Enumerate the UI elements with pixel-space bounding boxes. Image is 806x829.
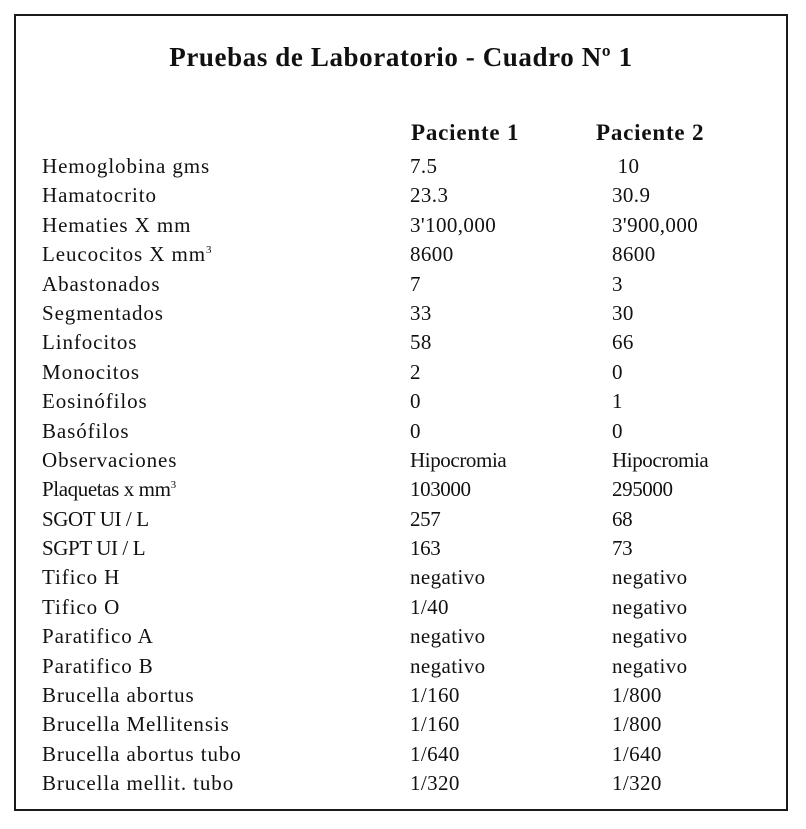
patient-1-value: 33: [410, 300, 432, 325]
row-label-text: Plaquetas x mm: [42, 477, 171, 502]
patient-2-value: 1/800: [612, 712, 662, 737]
patient-1-value: 8600: [410, 242, 454, 267]
patient-2-value: 1/800: [612, 683, 662, 708]
patient-2-value: 3: [612, 271, 623, 296]
table-row: [42, 387, 782, 416]
table-row: [42, 417, 782, 446]
patient-1-value: 1/40: [410, 594, 449, 619]
row-label: SGPT UI / L: [42, 536, 146, 561]
patient-1-value: 3'100,000: [410, 212, 497, 237]
patient-2-value: 73: [612, 536, 633, 561]
patient-1-value: 257: [410, 506, 441, 531]
patient-2-value: negativo: [612, 653, 688, 678]
table-row: [42, 240, 782, 269]
patient-2-value: negativo: [612, 594, 688, 619]
patient-2-value: 3'900,000: [612, 212, 699, 237]
patient-2-value: 0: [612, 359, 623, 384]
row-label: Abastonados: [42, 271, 161, 296]
patient-1-value: 1/640: [410, 741, 460, 766]
row-label: Segmentados: [42, 300, 164, 325]
patient-1-value: 7: [410, 271, 421, 296]
table-row: [42, 563, 782, 592]
row-label: Tifico O: [42, 594, 121, 619]
table-row: [42, 534, 782, 563]
row-label: Hamatocrito: [42, 183, 157, 208]
patient-1-value: 103000: [410, 477, 471, 502]
table-row: [42, 681, 782, 710]
row-label: Paratifico A: [42, 624, 154, 649]
row-label: Brucella Mellitensis: [42, 712, 230, 737]
table-row: [42, 593, 782, 622]
patient-2-value: Hipocromia: [612, 447, 709, 472]
row-label: Paratifico B: [42, 653, 154, 678]
superscript: 3: [205, 244, 212, 257]
row-label: Hematies X mm: [42, 212, 192, 237]
patient-1-value: 2: [410, 359, 421, 384]
patient-1-value: 1/160: [410, 712, 460, 737]
table-row: [42, 505, 782, 534]
row-label: Brucella mellit. tubo: [42, 771, 235, 796]
table-row: [42, 446, 782, 475]
patient-1-value: 23.3: [410, 183, 449, 208]
column-header-patient-1: Paciente 1: [411, 120, 520, 145]
table-row: [42, 211, 782, 240]
patient-2-value: 66: [612, 330, 634, 355]
row-label: Basófilos: [42, 418, 130, 443]
patient-2-value: 8600: [612, 242, 656, 267]
patient-1-value: negativo: [410, 653, 486, 678]
patient-2-value: negativo: [612, 624, 688, 649]
table-row: [42, 652, 782, 681]
patient-1-value: 58: [410, 330, 432, 355]
row-label: [42, 475, 176, 504]
superscript: 3: [170, 479, 177, 492]
patient-1-value: negativo: [410, 565, 486, 590]
patient-1-value: 7.5: [410, 154, 438, 178]
patient-2-value: 1/640: [612, 741, 662, 766]
row-label: Tifico H: [42, 565, 121, 590]
results-rows: [42, 152, 782, 799]
row-label: SGOT UI / L: [42, 506, 149, 531]
table-row: [42, 740, 782, 769]
patient-2-value: 30: [612, 300, 634, 325]
patient-1-value: 1/320: [410, 771, 460, 796]
patient-2-value: 0: [612, 418, 623, 443]
row-label: [42, 240, 211, 269]
table-row: [42, 622, 782, 651]
patient-1-value: Hipocromia: [410, 447, 507, 472]
patient-2-value: 30.9: [612, 183, 651, 208]
row-label: Hemoglobina gms: [42, 154, 211, 178]
patient-2-value: 68: [612, 506, 633, 531]
row-label: Eosinófilos: [42, 389, 148, 414]
patient-1-value: 163: [410, 536, 441, 561]
table-row: [42, 270, 782, 299]
row-label-text: Leucocitos X mm: [42, 242, 206, 267]
patient-2-value: 1/320: [612, 771, 662, 796]
row-label: Linfocitos: [42, 330, 138, 355]
patient-2-value: negativo: [612, 565, 688, 590]
page-title: Pruebas de Laboratorio - Cuadro Nº 1: [169, 42, 633, 72]
table-row: [42, 299, 782, 328]
patient-2-value: 10: [612, 154, 640, 178]
patient-2-value: 295000: [612, 477, 673, 502]
table-row: [42, 181, 782, 210]
row-label: Monocitos: [42, 359, 140, 384]
table-row: [42, 328, 782, 357]
patient-2-value: 1: [612, 389, 623, 414]
table-row: [42, 475, 782, 504]
patient-1-value: 0: [410, 418, 421, 443]
lab-results-table: [14, 14, 788, 811]
patient-1-value: 0: [410, 389, 421, 414]
patient-1-value: 1/160: [410, 683, 460, 708]
table-row: [42, 152, 782, 181]
row-label: Brucella abortus tubo: [42, 741, 242, 766]
column-header-patient-2: Paciente 2: [596, 120, 705, 145]
table-row: [42, 710, 782, 739]
row-label: Brucella abortus: [42, 683, 195, 708]
patient-1-value: negativo: [410, 624, 486, 649]
table-row: [42, 769, 782, 798]
row-label: Observaciones: [42, 447, 178, 472]
table-row: [42, 358, 782, 387]
